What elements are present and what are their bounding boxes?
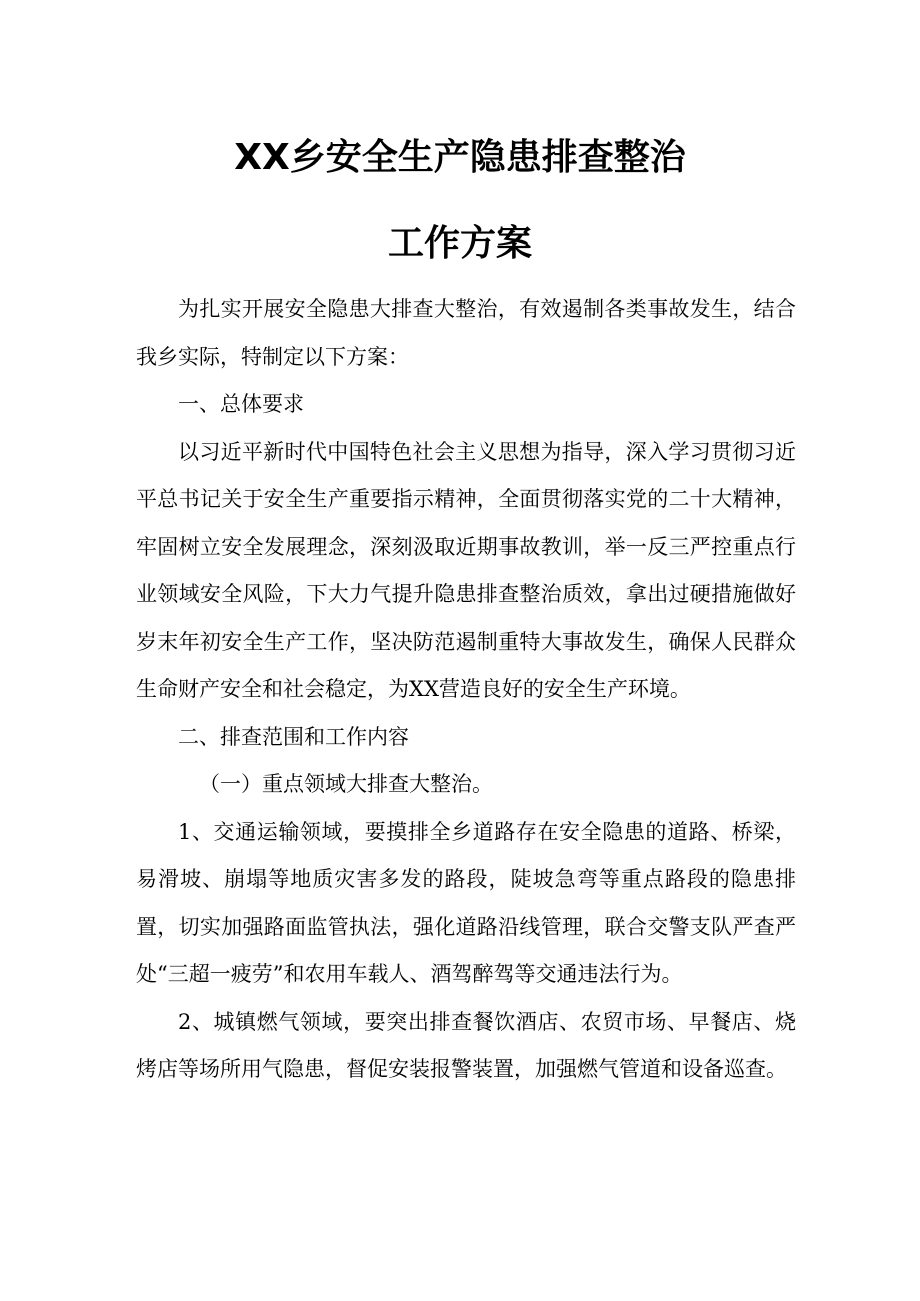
document-title-line1: XX乡安全生产隐患排查整治 (234, 137, 686, 178)
section-heading-scope-and-content: 二、排查范围和工作内容 (178, 724, 409, 749)
document-title-line2: 工作方案 (387, 223, 532, 264)
document-body (136, 286, 796, 1094)
general-requirements-paragraph: 以习近平新时代中国特色社会主义思想为指导，深入学习贯彻习近平总书记关于安全生产重要指示精神，全面贯彻落实党的二十大精神，牢固树立安全发展理念，深刻汲取近期事故教训，举一反三严控重点行业领域安全风险，下大力气提升隐患排查整治质效，拿出过硬措施做好岁末年初安全生产工作，坚决防范遏制重特大事故发生，确保人民群众生命财产安全和社会稳定，为XX营造良好的安全生产环境。 (136, 439, 796, 701)
intro-paragraph: 为扎实开展安全隐患大排查大整治，有效遏制各类事故发生，结合我乡实际，特制定以下方案： (136, 297, 796, 369)
item-transportation-paragraph: 1、交通运输领域，要摸排全乡道路存在安全隐患的道路、桥梁，易滑坡、崩塌等地质灾害多发的路段，陡坡急弯等重点路段的隐患排置，切实加强路面监管执法，强化道路沿线管理，联合交警支队严查严处“三超一疲劳”和农用车载人、酒驾醉驾等交通违法行为。 (136, 819, 796, 986)
subsection-heading-key-areas: （一）重点领域大排查大整治。 (199, 772, 493, 796)
item-urban-gas-paragraph: 2、城镇燃气领域，要突出排查餐饮酒店、农贸市场、早餐店、烧烤店等场所用气隐患，督促安装报警装置，加强燃气管道和设备巡查。 (136, 1009, 796, 1081)
section-heading-general-requirements: 一、总体要求 (178, 392, 304, 416)
